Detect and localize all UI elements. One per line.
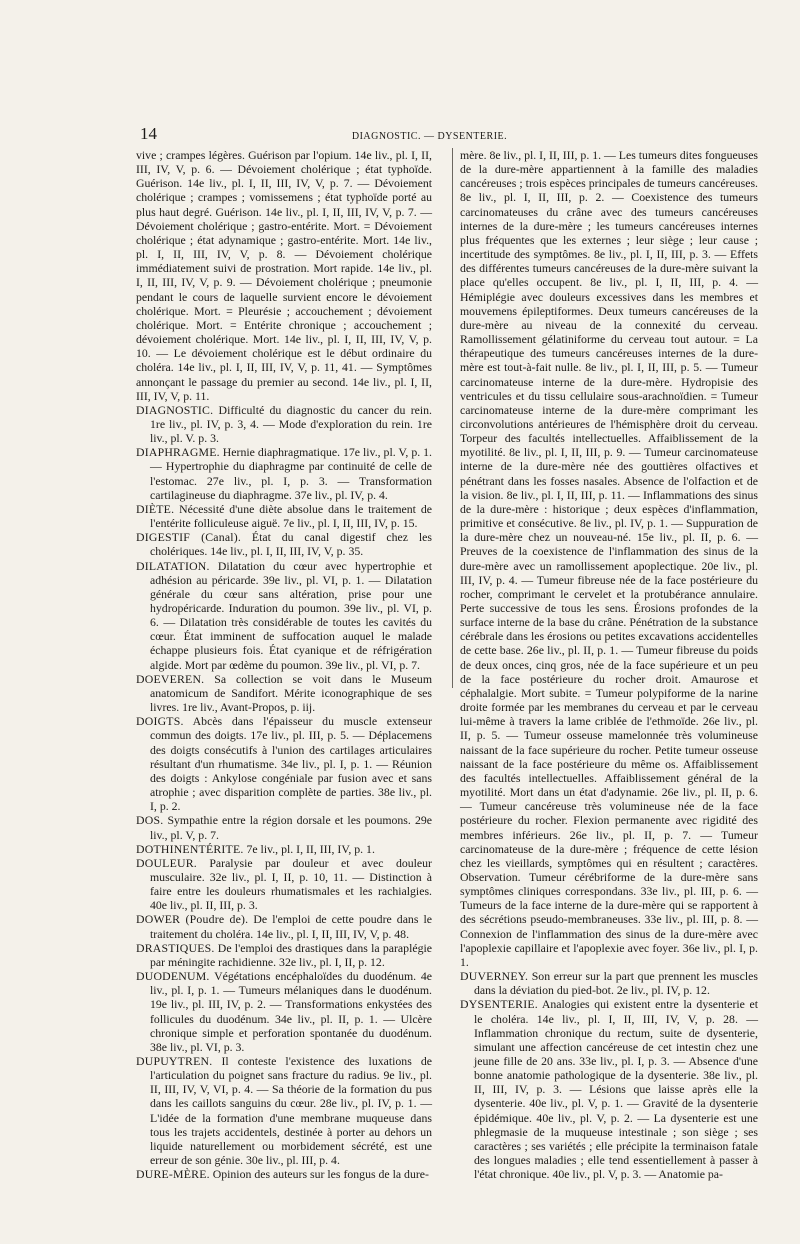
index-entry: [136, 912, 432, 940]
page-number: 14: [140, 124, 157, 143]
entry-text: Il conteste l'existence des luxations de l'articulation du poignet sans fracture du radius. 9e liv., pl. II, III, IV, V, VI, p. 4. — Sa théorie de la formation du pus dans les caillots sanguins du cœur. 28e liv., pl. IV, p. 1. — L'idée de la formation d'une membrane muqueuse dans tous les trajets accidentels, destinée à porter au dehors un liquide naturellement ou morbidement sécrété, est une erreur de son génie. 30e liv., pl. III, p. 4.: [150, 1054, 432, 1168]
entry-heading: DOIGTS.: [136, 714, 184, 729]
running-head: DIAGNOSTIC. — DYSENTERIE.: [351, 131, 508, 142]
entry-heading: DIAGNOSTIC.: [136, 402, 214, 417]
entry-text: Dilatation du cœur avec hypertrophie et adhésion au péricarde. 39e liv., pl. VI, p. 1. — Dilatation générale du cœur sans altération, prise pour une hydropéricarde. Induration du poumon. 39e liv., pl. VI, p. 6. — Dilatation très considérable de toutes les cavités du cœur. État imminent de suffocation auquel le malade échappe plusieurs fois. État cyanique et de réfrigération algide. Mort par œdème du poumon. 39e liv., pl. VI, p. 7.: [150, 558, 432, 672]
entry-heading: DUVERNEY.: [460, 969, 529, 984]
entry-heading: DIAPHRAGME.: [136, 445, 220, 460]
left-column: [136, 148, 432, 1181]
right-column: [460, 148, 758, 1181]
entry-text: Nécessité d'une diète absolue dans le traitement de l'entérite folliculeuse aiguë. 7e liv., pl. I, II, III, IV, p. 15.: [150, 501, 432, 531]
entry-heading: DUPUYTREN.: [136, 1054, 213, 1068]
entry-heading: DYSENTERIE.: [460, 997, 538, 1012]
entry-text: Analogies qui existent entre la dysenterie et le choléra. 14e liv., pl. I, II, III, IV, V, p. 28. — Inflammation chronique du rectum, suite de dysenterie, simulant une affection cancéreuse de cet intestin chez une jeune fille de 20 ans. 33e liv., pl. I, p. 3. — Absence d'une bonne anatomie pathologique de la dysenterie. 38e liv., pl. II, III, IV, p. 3. — Lésions que laisse après elle la dysenterie. 40e liv., pl. V, p. 1. — Gravité de la dysenterie épidémique. 40e liv., pl. V, p. 2. — La dysenterie est une phlegmasie de la muqueuse intestinale ; son siège ; ses caractères ; ses variétés ; elle précipite la terminaison fatale des longues maladies ; elle tend essentiellement à passer à l'état chronique. 40e liv., pl. V, p. 3. — Anatomie pa-: [474, 997, 758, 1182]
index-entry: [136, 813, 432, 841]
entry-heading: DOS.: [136, 813, 164, 828]
entry-text: Sympathie entre la région dorsale et les poumons. 29e liv., pl. V, p. 7.: [150, 813, 432, 842]
entry-text: De l'emploi des drastiques dans la paraplégie par méningite rachidienne. 32e liv., pl. I, II, p. 12.: [150, 940, 432, 969]
entry-heading: DURE-MÈRE.: [136, 1167, 210, 1182]
index-entry: [136, 842, 432, 856]
entry-text: État du canal digestif chez les cholériques. 14e liv., pl. I, II, III, IV, V, p. 35.: [150, 530, 432, 559]
entry-heading: DRASTIQUES.: [136, 940, 215, 955]
index-entry: [460, 997, 758, 1181]
index-entry: [136, 559, 432, 672]
index-entry: [136, 714, 432, 813]
index-entry: [136, 856, 432, 913]
entry-text: Son erreur sur la part que prennent les muscles dans la déviation du pied-bot. 2e liv., pl. IV, p. 12.: [474, 969, 758, 998]
entry-text: Abcès dans l'épaisseur du muscle extenseur commun des doigts. 17e liv., pl. III, p. 5. — Déplacemens des doigts consécutifs à l'union des cartilages articulaires résultant d'un rhumatisme. 34e liv., pl. I, p. 1. — Réunion des doigts : Ankylose congéniale par fusion avec et sans atrophie ; avec disparition complète de parties. 38e liv., pl. I, p. 2.: [150, 714, 432, 814]
entry-heading: DILATATION.: [136, 558, 210, 573]
entry-text: Végétations encéphaloïdes du duodénum. 4e liv., pl. I, p. 1. — Tumeurs mélaniques dans le duodénum. 19e liv., pl. III, IV, p. 2. — Transformations enkystées des follicules du duodénum. 34e liv., pl. II, p. 1. — Ulcère chronique simple et perforation spontanée du duodénum. 38e liv., pl. VI, p. 3.: [150, 969, 432, 1054]
entry-text: 7e liv., pl. I, II, III, IV, p. 1.: [243, 841, 375, 856]
entry-text: mère. 8e liv., pl. I, II, III, p. 1. — Les tumeurs dites fongueuses de la dure-mère appartiennent à la famille des maladies cancéreuses ; trois espèces principales de tumeurs cancéreuses. 8e liv., pl. I, II, III, p. 2. — Coexistence des tumeurs carcinomateuses du crâne avec des tumeurs cancéreuses internes de la dure-mère ; les tumeurs cancéreuses internes plus fréquentes que les externes ; leur siège ; leur cause ; incertitude des symptômes. 8e liv., pl. I, II, III, p. 3. — Effets des différentes tumeurs cancéreuses de la dure-mère suivant la place qu'elles occupent. 8e liv., pl. I, II, III, p. 4. — Hémiplégie avec douleurs excessives dans les membres et mouvemens épileptiformes. Deux tumeurs cancéreuses de la dure-mère au niveau de la connexité du cerveau. Ramollissement gélatiniforme du cerveau tout autour. = La thérapeutique des tumeurs cancéreuses internes de la dure-mère est tout-à-fait nulle. 8e liv., pl. I, II, III, p. 5. — Tumeur carcinomateuse interne de la dure-mère. Hydropisie des ventricules et du tissu cellulaire sous-arachnoïdien. = Tumeur carcinomateuse interne de la dure-mère comprimant les circonvolutions antérieures de l'hémisphère droit du cerveau. Torpeur des facultés intellectuelles. Affaiblissement de la myotilité. 8e liv., pl. I, II, III, p. 9. — Tumeur carcinomateuse interne de la dure-mère née des gouttières olfactives et pénétrant dans les fosses nasales. Absence de l'olfaction et de la vision. 8e liv., pl. I, II, III, p. 11. — Inflammations des sinus de la dure-mère : historique ; deux espèces d'inflammation, primitive et consécutive. 8e liv., pl. IV, p. 1. — Suppuration de la dure-mère chez un nouveau-né. 15e liv., pl. II, p. 6. — Preuves de la coexistence de l'inflammation des sinus de la dure-mère avec un ramollissement apoplectique. 20e liv., pl. III, IV, p. 4. — Tumeur fibreuse née de la face postérieure du rocher, comprimant le cervelet et la protubérance annulaire. Perte successive de tous les sens. Érosions profondes de la surface interne de la base du crâne. Pénétration de la substance cérébrale dans les érosions ou petites excavations accidentelles de cette base. 26e liv., pl. II, p. 1. — Tumeur fibreuse du poids de deux onces, cinq gros, née de la face supérieure et un peu de la face postérieure du rocher droit. Amaurose et céphalalgie. Mort subite. = Tumeur polypiforme de la narine droite formée par les membranes du cerveau et par le cerveau lui-même à travers la lame criblée de l'ethmoïde. 26e liv., pl. II, p. 5. — Tumeur osseuse mamelonnée très volumineuse naissant de la face supérieure du rocher. Petite tumeur osseuse naissant de la face postérieure du même os. Affaiblissement des facultés intellectuelles. Affaiblissement général de la myotilité. Mort dans un état d'adynamie. 26e liv., pl. II, p. 6. — Tumeur cancéreuse très volumineuse née de la face postérieure du rocher. Flexion permanente avec rigidité des membres inférieurs. 26e liv., pl. II, p. 7. — Tumeur carcinomateuse de la dure-mère ; fréquence de cette lésion chez les vieillards, symptômes qui en résultent ; caractères. Observation. Tumeur cérébriforme de la dure-mère sans symptômes cliniques correspondans. 33e liv., pl. III, p. 6. — Tumeurs de la face interne de la dure-mère qui se rapportent à des sécrétions pseudo-membraneuses. 33e liv., pl. III, p. 8. — Connexion de l'inflammation des sinus de la dure-mère avec l'apoplexie capillaire et l'apoplexie avec foyer. 36e liv., pl. I, p. 1.: [460, 148, 759, 969]
index-entry: [136, 1167, 432, 1181]
entry-text: vive ; crampes légères. Guérison par l'opium. 14e liv., pl. I, II, III, IV, V, p. 6. — Dévoiement cholérique ; état typhoïde. Guérison. 14e liv., pl. I, II, III, IV, V, p. 7. — Dévoiement cholérique ; crampes ; vomissemens ; état typhoïde porté au plus haut degré. Guérison. 14e liv., pl. I, II, III, IV, V, p. 7. — Dévoiement cholérique ; gastro-entérite. Mort. = Dévoiement cholérique ; état adynamique ; gastro-entérite. Mort. 14e liv., pl. I, II, III, IV, V, p. 8. — Dévoiement cholérique immédiatement suivi de prostration. Mort rapide. 14e liv., pl. I, II, III, IV, V, p. 9. — Dévoiement cholérique ; pneumonie pendant le cours de laquelle survient encore le dévoiement cholérique. Mort. = Pleurésie ; accouchement ; dévoiement cholérique. Mort. = Entérite chronique ; accouchement ; dévoiement cholérique. Mort. 14e liv., pl. I, II, III, IV, V, p. 10. — Le dévoiement cholérique est le début ordinaire du choléra. 14e liv., pl. I, II, III, IV, V, p. 11, 41. — Symptômes annonçant le passage du premier au second. 14e liv., pl. I, II, III, IV, V, p. 11.: [136, 148, 432, 403]
entry-heading: DOWER (Poudre de).: [136, 912, 249, 927]
entry-heading: DOEVEREN.: [136, 671, 205, 686]
entry-text: Difficulté du diagnostic du cancer du rein. 1re liv., pl. IV, p. 3, 4. — Mode d'exploration du rein. 1re liv., pl. V. p. 3.: [150, 402, 432, 446]
index-continuation: [136, 148, 432, 403]
index-entry: [136, 969, 432, 1054]
index-entry: [460, 969, 758, 997]
index-entry: [136, 502, 432, 530]
index-entry: [136, 530, 432, 558]
page-header: [140, 124, 680, 144]
entry-heading: DUODENUM.: [136, 969, 210, 984]
entry-heading: DOULEUR.: [136, 855, 197, 870]
entry-heading: DOTHINENTÉRITE.: [136, 841, 244, 856]
entry-text: De l'emploi de cette poudre dans le traitement du choléra. 14e liv., pl. I, II, III, IV, V, p. 48.: [150, 912, 432, 941]
entry-text: Sa collection se voit dans le Museum anatomicum de Sandifort. Mérite iconographique de ses livres. 1re liv., Avant-Propos, p. iij.: [150, 671, 432, 715]
entry-text: Paralysie par douleur et avec douleur musculaire. 32e liv., pl. I, II, p. 10, 11. — Distinction à faire entre les douleurs rhumatismales et les rachialgies. 40e liv., pl. II, III, p. 3.: [150, 855, 432, 913]
index-entry: [136, 403, 432, 445]
entry-heading: DIÈTE.: [136, 501, 175, 516]
index-entry: [136, 672, 432, 714]
entry-text: Opinion des auteurs sur les fongus de la dure-: [209, 1167, 429, 1182]
column-divider: [452, 148, 453, 688]
index-entry: [136, 445, 432, 502]
index-entry: [136, 1054, 432, 1167]
index-continuation: [460, 148, 758, 969]
index-entry: [136, 941, 432, 969]
entry-heading: DIGESTIF (Canal).: [136, 530, 242, 545]
entry-text: Hernie diaphragmatique. 17e liv., pl. V, p. 1. — Hypertrophie du diaphragme par continuité de celle de l'estomac. 27e liv., pl. I, p. 3. — Transformation cartilagineuse du diaphragme. 37e liv., pl. IV, p. 4.: [150, 445, 432, 502]
